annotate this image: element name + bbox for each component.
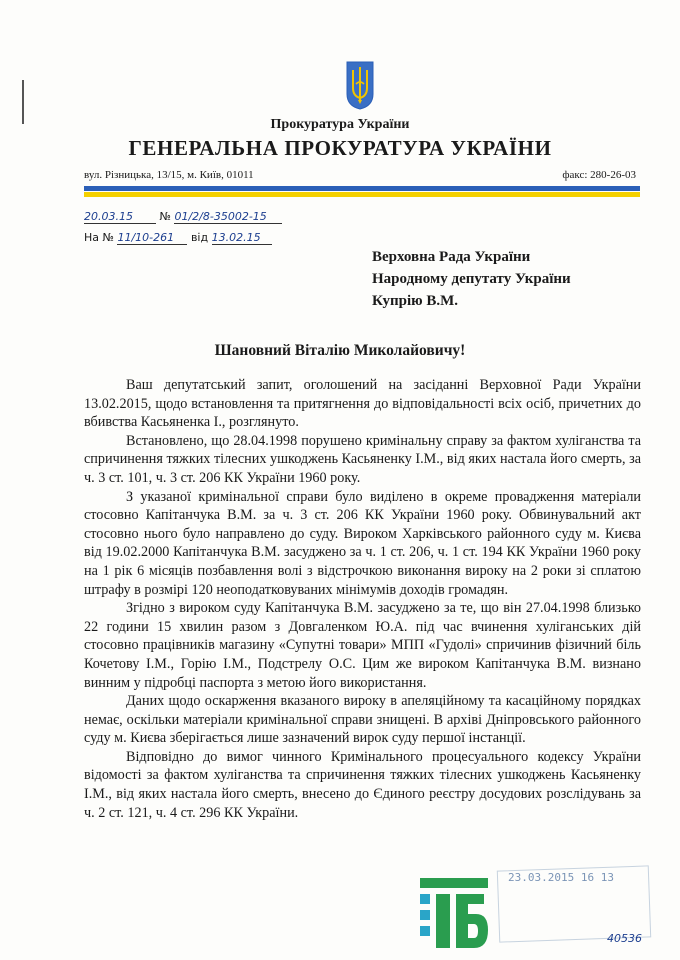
- paragraph: Встановлено, що 28.04.1998 порушено кримінальну справу за фактом хуліганства та спричинення тяжких тілесних ушкоджень Касьяненку І.М., від яких настала його смерть, за ч. 3 ст. 101, ч. 3 ст. 206 КК України 1960 року.: [84, 432, 641, 486]
- flag-stripe-blue: [84, 186, 640, 191]
- recipient-block: [372, 246, 571, 312]
- agency-fax: факс: 280-26-03: [562, 169, 636, 181]
- recipient-line-2: Народному депутату України: [372, 271, 571, 287]
- reference-number-label: На №: [84, 231, 114, 244]
- outgoing-number-label: №: [159, 210, 171, 223]
- agency-address: вул. Різницька, 13/15, м. Київ, 01011: [84, 169, 254, 181]
- stamp-date: 23.03.2015: [508, 871, 575, 884]
- outgoing-number: 01/2/8-35002-15: [174, 210, 282, 224]
- agency-small-title: Прокуратура України: [270, 117, 410, 132]
- reference-date: 13.02.15: [212, 231, 272, 245]
- tb-logo-icon: [420, 878, 488, 948]
- paragraph: З указаної кримінальної справи було виділено в окреме провадження матеріали стосовно Капітанчука В.М. за ч. 3 ст. 206 КК України 1960 року. Обвинувальний акт стосовно нього було направлено до суду. Вироком Харківського районного суду м. Києва від 19.02.2000 Капітанчука В.М. засуджено за ч. 1 ст. 206, ч. 1 ст. 194 КК України 1960 року на 1 рік 6 місяців позбавлення волі з відстрочкою виконання вироку на 2 роки зі сплатою штрафу в розмірі 120 неоподатковуваних мінімумів доходів громадян.: [84, 488, 641, 598]
- reference-registration: [84, 231, 272, 245]
- agency-title: ГЕНЕРАЛЬНА ПРОКУРАТУРА УКРАЇНИ: [128, 136, 552, 160]
- footer-number: 40536: [607, 932, 642, 945]
- recipient-line-1: Верховна Рада України: [372, 249, 531, 265]
- reference-date-label: від: [190, 231, 209, 244]
- reference-number: 11/10-261: [117, 231, 187, 245]
- outgoing-date: 20.03.15: [84, 210, 156, 224]
- recipient-line-3: Купрію В.М.: [372, 293, 459, 309]
- flag-stripe-yellow: [84, 192, 640, 197]
- paragraph: Відповідно до вимог чинного Кримінального процесуального кодексу України відомості за фактом хуліганства та спричинення тяжких тілесних ушкоджень Касьяненку І.М., від яких настала його смерть, внесено до Єдиного реєстру досудових розслідувань за ч. 2 ст. 121, ч. 4 ст. 296 КК України.: [84, 748, 641, 821]
- stamp-time: 16 13: [580, 871, 614, 884]
- stamp-datetime: [508, 871, 614, 884]
- paragraph: Ваш депутатський запит, оголошений на засіданні Верховної Ради України 13.02.2015, щодо встановлення та притягнення до відповідальності всіх осіб, причетних до вбивства Касьяненка І., розглянуто.: [84, 377, 641, 431]
- paragraph: Даних щодо оскарження вказаного вироку в апеляційному та касаційному порядках немає, оскільки матеріали кримінальної справи знищені. В архіві Дніпровського районного суду м. Києва зберігається лише зазначений вирок суду першої інстанції.: [84, 693, 641, 747]
- letter-body: [84, 376, 641, 822]
- salutation: Шановний Віталію Миколайовичу!: [214, 342, 466, 359]
- trident-icon: [344, 58, 376, 110]
- outgoing-registration: [84, 210, 282, 224]
- paragraph: Згідно з вироком суду Капітанчука В.М. засуджено за те, що він 27.04.1998 близько 22 години 15 хвилин разом з Довгаленком Ю.А. під час вчинення хуліганських дій стосовно працівників магазину «Супутні товари» МПП «Гудолі» спричинив фізичний біль Кочетову І.М., Горію І.М., Подстрелу О.С. Цим же вироком Капітанчука В.М. визнано винним у підробці паспорта з метою його використання.: [84, 600, 641, 691]
